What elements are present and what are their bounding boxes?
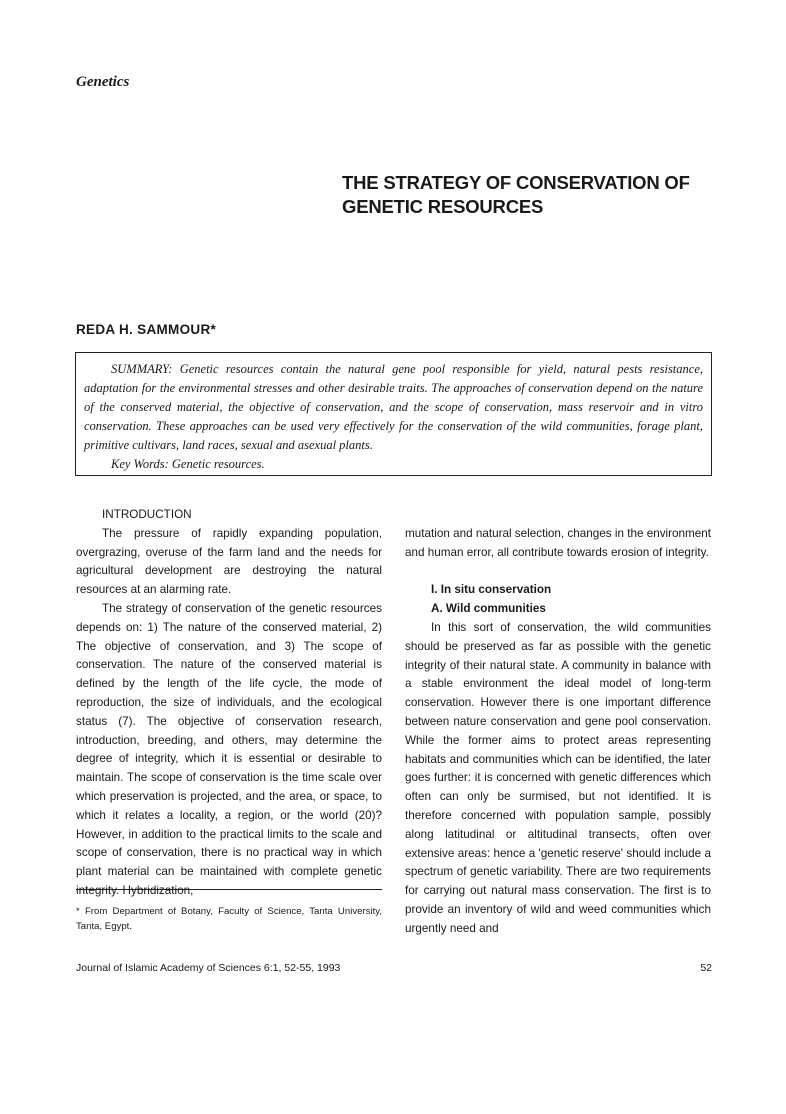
introduction-heading: INTRODUCTION [102,508,192,521]
right-paragraph-0: mutation and natural selection, changes in the environment and human error, all contribute towards erosion of integrity. [405,527,712,559]
title-line-2: GENETIC RESOURCES [342,196,544,217]
author-name: REDA H. SAMMOUR* [76,322,217,337]
keywords: Key Words: Genetic resources. [111,457,265,471]
left-paragraph-2: The strategy of conservation of the genetic resources depends on: 1) The nature of the conserved material, 2) The objective of conservation, and 3) The scope of conservation. The nature of the conserved material is defined by the length of the life cycle, the mode of reproduction, the size of individuals, and the ecological status (7). The objective of conservation research, introduction, breeding, and others, may determine the degree of integrity, which it is essential or desirable to maintain. The scope of conservation is the time scale over which preservation is projected, and the area, or space, to which it relates a locality, a region, or the world (20)? However, in addition to the practical limits to the scale and scope of conservation, there is no practical way in which plant material can be maintained with complete genetic integrity. Hybridization, [76,601,382,897]
summary-box [75,352,712,476]
right-paragraph-1: In this sort of conservation, the wild communities should be preserved as far as possible with the genetic integrity of their natural state. A community in balance with a stable environment the ideal model of long-term conservation. However there is one important difference between nature conservation and gene pool conservation. While the former aims to protect areas representing habitats and communities which can be identified, the later goes further: it is concerned with genetic differences which often can only be surmised, but not identified. It is therefore concerned with population sample, possibly along latitudinal or altitudinal transects, often over extensive areas: hence a 'genetic reserve' should include a spectrum of genetic variability. There are two requirements for carrying out natural mass conservation. The first is to provide an inventory of wild and weed communities which urgently need and [405,620,711,935]
section-label: Genetics [76,74,130,90]
footnote-divider [76,889,382,890]
left-paragraph-1: The pressure of rapidly expanding population, overgrazing, overuse of the farm land and the needs for agricultural development are destroying the natural resources at an alarming rate. [76,526,382,597]
journal-citation: Journal of Islamic Academy of Sciences 6:1, 52-55, 1993 [76,962,341,974]
right-column [405,525,711,939]
footnote: * From Department of Botany, Faculty of Science, Tanta University, Tanta, Egypt. [76,906,382,932]
article-title [342,171,742,219]
left-column [76,506,382,901]
page-number: 52 [700,962,712,974]
summary-text: SUMMARY: Genetic resources contain the natural gene pool responsible for yield, natural pests resistance, adaptation for the environmental stresses and other desirable traits. The approaches of conservation depend on the nature of the conserved material, the objective of conservation, and the scope of conservation, mass reservoir and in vitro conservation. These approaches can be used very effectively for the conservation of the wild communities, forage plant, primitive cultivars, land races, sexual and asexual plants. [84,362,703,452]
title-line-1: THE STRATEGY OF CONSERVATION OF [342,172,690,193]
heading-in-situ: I. In situ conservation [431,583,552,597]
heading-wild-communities: A. Wild communities [431,602,546,616]
